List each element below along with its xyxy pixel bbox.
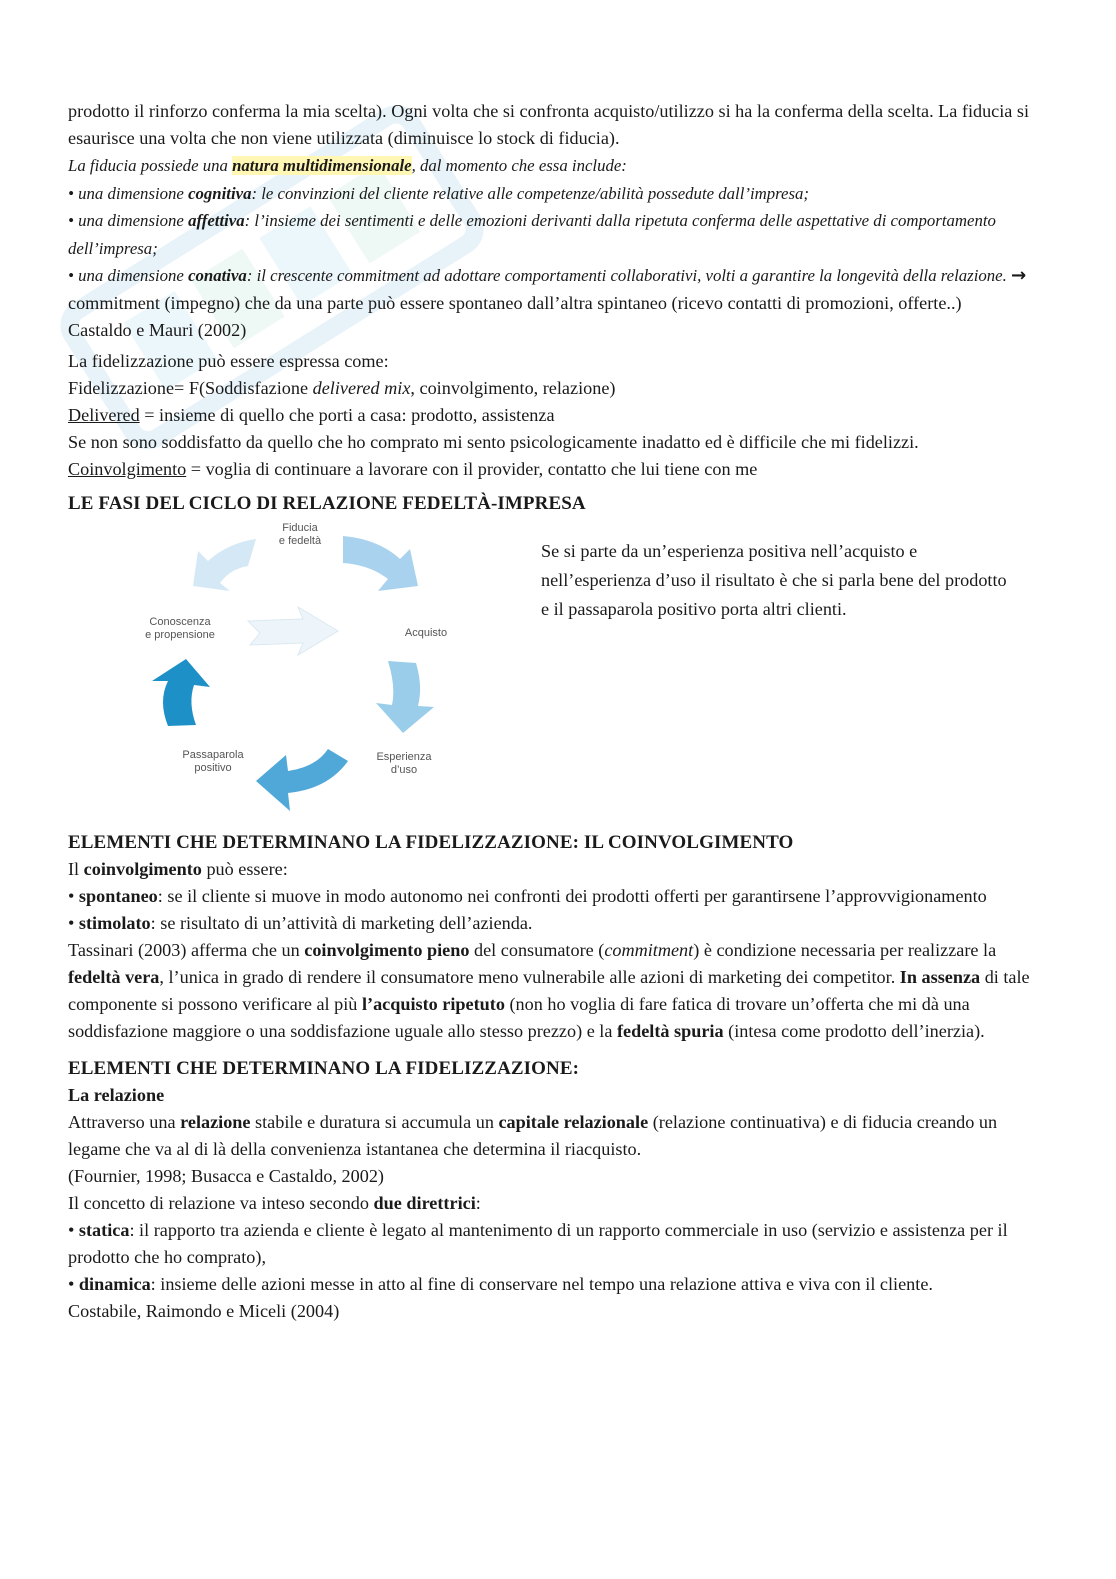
- text: Attraverso una: [68, 1111, 181, 1132]
- fidelizzazione-formula: [68, 375, 1053, 402]
- coinvolgimento-intro: [68, 856, 1053, 883]
- paragraph-soddisfatto: Se non sono soddisfatto da quello che ho comprato mi sento psicologicamente inadatto ed è difficile che mi fidelizzi.: [68, 431, 919, 452]
- bold-term: capitale relazionale: [498, 1111, 649, 1132]
- italic-term: commitment: [604, 939, 694, 960]
- text: Il concetto di relazione va inteso secondo: [68, 1192, 374, 1213]
- heading-fasi-ciclo: LE FASI DEL CICLO DI RELAZIONE FEDELTÀ-IMPRESA: [68, 492, 586, 514]
- text: : il rapporto tra azienda e cliente è legato al mantenimento di un rapporto commerciale in uso (servizio e assistenza per il prodotto che ho comprato),: [68, 1219, 1008, 1267]
- cycle-arrow-dark-left: [152, 659, 210, 726]
- text: , coinvolgimento, relazione): [410, 377, 616, 398]
- heading-coinvolgimento: ELEMENTI CHE DETERMINANO LA FIDELIZZAZIONE: IL COINVOLGIMENTO: [68, 831, 794, 853]
- text: = voglia di continuare a lavorare con il provider, contatto che lui tiene con me: [186, 458, 758, 479]
- label-e-fedelta: e fedeltà: [278, 534, 322, 547]
- dimension-cognitiva: [68, 180, 1053, 208]
- dimension-affettiva: [68, 207, 1053, 262]
- bold-term: coinvolgimento: [83, 858, 202, 879]
- list-item-statica: • statica: il rapporto tra azienda e cliente è legato al mantenimento di un rapporto commerciale in uso (servizio e assistenza per il prodotto che ho comprato),: [68, 1219, 1008, 1267]
- text: (intesa come prodotto dell’inerzia).: [723, 1020, 985, 1041]
- underlined-term: Coinvolgimento: [68, 458, 187, 479]
- cycle-arrow-light-right: [376, 661, 434, 733]
- text: = insieme di quello che porti a casa: prodotto, assistenza: [139, 404, 555, 425]
- text: : se risultato di un’attività di marketing dell’azienda.: [150, 912, 533, 933]
- text: di tale componente si possono verificare al più: [68, 966, 1030, 1014]
- text: può essere:: [201, 858, 288, 879]
- bold-term: coinvolgimento pieno: [304, 939, 470, 960]
- label-esperienza: Esperienza: [376, 750, 432, 763]
- label-e-propensione: e propensione: [145, 628, 215, 641]
- cycle-diagram-svg: [138, 521, 558, 817]
- italic-term: delivered mix: [312, 377, 411, 398]
- bold-term: statica: [78, 1219, 130, 1240]
- dimension-conativa: [68, 262, 1053, 317]
- text: , l’unica in grado di rendere il consumatore meno vulnerabile alle azioni di marketing dei competitor.: [159, 966, 900, 987]
- bold-term: dinamica: [78, 1273, 151, 1294]
- cycle-arrow-light-top-right: [343, 536, 418, 591]
- fidelizzazione-intro: La fidelizzazione può essere espressa come:: [68, 350, 389, 371]
- cycle-figure: [68, 521, 1053, 817]
- text: : se il cliente si muove in modo autonomo nei confronti dei prodotti offerti per garantirsene l’approvvigionamento: [157, 885, 987, 906]
- list-item-dinamica: • dinamica: insieme delle azioni messe in atto al fine di conservare nel tempo una relazione attiva e viva con il cliente.: [68, 1273, 933, 1294]
- bold-term: fedeltà vera: [68, 966, 160, 987]
- coinvolgimento-definition: [68, 456, 1053, 483]
- bold-term: due direttrici: [373, 1192, 476, 1213]
- text: stabile e duratura si accumula un: [250, 1111, 499, 1132]
- list-item-spontaneo: • spontaneo: se il cliente si muove in modo autonomo nei confronti dei prodotti offerti per garantirsene l’approvvigionamento: [68, 885, 987, 906]
- text: Il: [68, 858, 84, 879]
- text: (relazione continuativa) e di fiducia creando un legame che va al di là della convenienza istantanea che determina il riacquisto.: [68, 1111, 998, 1159]
- paragraph-relazione: [68, 1109, 1053, 1163]
- explanation-text: Se si parte da un’esperienza positiva nell’acquisto e nell’esperienza d’uso il risultato è che si parla bene del prodotto e il passaparola positivo porta altri clienti.: [541, 540, 1007, 619]
- delivered-definition: [68, 402, 1053, 429]
- cycle-arrow-center: [248, 607, 338, 655]
- text: ) è condizione necessaria per realizzare la: [693, 939, 997, 960]
- text: , dal momento che essa include:: [411, 156, 627, 175]
- text: Fidelizzazione= F(Soddisfazione: [68, 377, 313, 398]
- text: : il crescente commitment ad adottare comportamenti collaborativi, volti a garantire la longevità della relazione.: [246, 266, 1011, 286]
- label-positivo: positivo: [194, 761, 232, 774]
- label-duso: d’uso: [390, 763, 418, 776]
- text: : insieme delle azioni messe in atto al fine di conservare nel tempo una relazione attiva e viva con il cliente.: [150, 1273, 933, 1294]
- paragraph-rinforzo: prodotto il rinforzo conferma la mia scelta). Ogni volta che si confronta acquisto/utilizzo si ha la conferma della scelta. La fiducia si esaurisce una volta che non viene utilizzata (diminuisce lo stock di fiducia).: [68, 101, 1030, 148]
- bold-term: spontaneo: [78, 885, 158, 906]
- text: Tassinari (2003) afferma che un: [68, 939, 305, 960]
- label-acquisto: Acquisto: [404, 626, 448, 639]
- document-page: [68, 98, 1053, 1325]
- text: commitment (impegno) che da una parte può essere spontaneo dall’altra spintaneo (ricevo contatti di promozioni, offerte..): [68, 292, 962, 313]
- text: La fiducia possiede una: [68, 156, 233, 175]
- bold-term: conativa: [188, 266, 247, 286]
- subheading-relazione: La relazione: [68, 1084, 165, 1105]
- label-conoscenza: Conoscenza: [149, 615, 211, 628]
- multidimensional-intro: [68, 152, 1053, 180]
- citation-castaldo-mauri: Castaldo e Mauri (2002): [68, 319, 247, 340]
- citation-fournier: (Fournier, 1998; Busacca e Castaldo, 2002): [68, 1165, 384, 1186]
- heading-relazione: ELEMENTI CHE DETERMINANO LA FIDELIZZAZIONE:: [68, 1057, 580, 1079]
- bold-term: l’acquisto ripetuto: [361, 993, 505, 1014]
- bold-term: cognitiva: [188, 183, 252, 203]
- list-item-stimolato: • stimolato: se risultato di un’attività di marketing dell’azienda.: [68, 912, 533, 933]
- diagram-explanation: [541, 537, 1011, 624]
- bold-term: fedeltà spuria: [616, 1020, 724, 1041]
- arrow-right-icon: →: [1011, 265, 1027, 287]
- text: del consumatore (: [469, 939, 605, 960]
- bold-term: affettiva: [188, 211, 245, 231]
- text: (non ho voglia di fare fatica di trovare un’offerta che mi dà una soddisfazione maggiore o una soddisfazione uguale allo stesso prezzo) e la: [68, 993, 970, 1041]
- cycle-diagram: [138, 521, 558, 817]
- bold-term: In assenza: [899, 966, 981, 987]
- label-fiducia: Fiducia: [282, 521, 318, 534]
- underlined-term: Delivered: [68, 404, 140, 425]
- text: • una dimensione: [68, 211, 189, 231]
- text: :: [475, 1192, 481, 1213]
- highlight-term: natura multidimensionale: [232, 156, 412, 175]
- text: : le convinzioni del cliente relative alle competenze/abilità possedute dall’impresa;: [251, 183, 809, 203]
- text: : l’insieme dei sentimenti e delle emozioni derivanti dalla ripetuta conferma delle aspettative di comportamento dell’impresa;: [68, 211, 996, 258]
- label-passaparola: Passaparola: [182, 748, 244, 761]
- text: • una dimensione: [68, 266, 189, 286]
- relazione-concept: [68, 1190, 1053, 1217]
- text: • una dimensione: [68, 183, 189, 203]
- bold-term: stimolato: [78, 912, 151, 933]
- bold-term: relazione: [180, 1111, 251, 1132]
- paragraph-tassinari: [68, 937, 1053, 1045]
- citation-costabile: Costabile, Raimondo e Miceli (2004): [68, 1300, 340, 1321]
- cycle-arrow-mid-bottom: [256, 749, 348, 811]
- cycle-arrow-pale-top-left: [193, 539, 256, 591]
